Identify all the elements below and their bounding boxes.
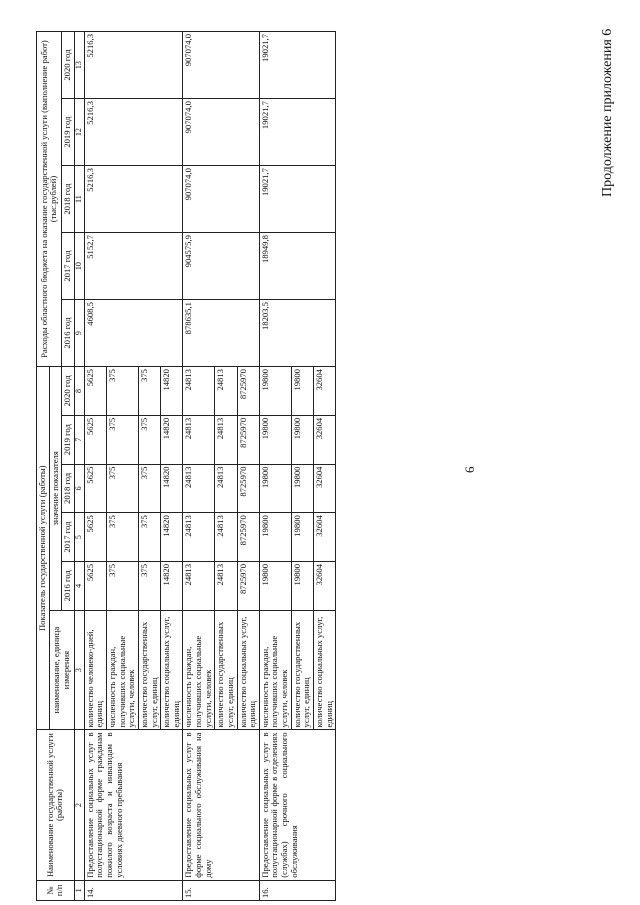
column-number: 6 (74, 464, 84, 513)
column-number: 13 (74, 32, 84, 99)
indicator-value: 375 (138, 367, 160, 416)
indicator-value: 375 (107, 367, 139, 416)
header-service: Наименование государственной услуги (работы) (37, 730, 75, 880)
header-year: 2019 год (62, 415, 75, 464)
header-indicator-name: наименование, единица измерения (49, 610, 74, 730)
indicator-value: 32604 (313, 464, 335, 513)
header-year: 2017 год (62, 233, 75, 300)
indicator-value: 24813 (183, 464, 215, 513)
indicator-value: 5625 (84, 464, 106, 513)
indicator-value: 14820 (161, 513, 183, 562)
header-year: 2017 год (62, 513, 75, 562)
indicator-value: 14820 (161, 367, 183, 416)
indicator-value: 375 (138, 561, 160, 610)
header-indicator-group: Показатель государственной услуги (работы) (37, 367, 50, 730)
indicator-value: 32604 (313, 513, 335, 562)
header-year: 2020 год (62, 367, 75, 416)
indicator-name: численность граждан, получивших социальные услуги, человек (183, 610, 215, 730)
indicator-value: 14820 (161, 415, 183, 464)
indicator-value: 14820 (161, 561, 183, 610)
indicator-value: 19800 (259, 464, 291, 513)
indicator-value: 5625 (84, 561, 106, 610)
table-row (183, 32, 215, 901)
indicator-value: 32604 (313, 367, 335, 416)
indicator-name: количество государственных услуг, единиц (291, 610, 313, 730)
header-year: 2018 год (62, 464, 75, 513)
indicator-value: 19800 (291, 415, 313, 464)
indicator-value: 24813 (183, 415, 215, 464)
indicator-value: 375 (107, 561, 139, 610)
indicator-value: 14820 (161, 464, 183, 513)
indicator-value: 8725970 (237, 513, 259, 562)
indicator-value: 24813 (215, 367, 237, 416)
indicator-value: 5625 (84, 367, 106, 416)
indicator-name: численность граждан, получивших социальные услуги, человек (107, 610, 139, 730)
table-row (259, 32, 291, 901)
indicator-value: 5625 (84, 415, 106, 464)
indicator-value: 19800 (259, 367, 291, 416)
indicator-value: 24813 (215, 513, 237, 562)
row-number: 14. (84, 880, 183, 900)
expense-value: 5216,3 (84, 99, 183, 166)
indicator-value: 19800 (291, 367, 313, 416)
header-year: 2020 год (62, 32, 75, 99)
indicator-name: количество государственных услуг, единиц (138, 610, 160, 730)
indicator-value: 8725970 (237, 464, 259, 513)
indicator-value: 8725970 (237, 415, 259, 464)
indicator-value: 5625 (84, 513, 106, 562)
expense-value: 907074,0 (183, 32, 259, 99)
indicator-value: 19800 (259, 513, 291, 562)
expense-value: 18949,8 (259, 233, 335, 300)
indicator-value: 24813 (215, 561, 237, 610)
indicator-value: 19800 (291, 561, 313, 610)
expense-value: 5216,3 (84, 32, 183, 99)
indicator-name: количество социальных услуг, единиц (237, 610, 259, 730)
header-year: 2016 год (62, 561, 75, 610)
column-number: 2 (74, 730, 84, 880)
column-number: 8 (74, 367, 84, 416)
column-number: 11 (74, 166, 84, 233)
expense-value: 19021,7 (259, 166, 335, 233)
column-number: 3 (74, 610, 84, 730)
indicator-value: 24813 (183, 367, 215, 416)
column-number: 7 (74, 415, 84, 464)
header-year: 2019 год (62, 99, 75, 166)
column-number: 9 (74, 300, 84, 367)
expenses-table (36, 31, 336, 901)
indicator-value: 375 (107, 513, 139, 562)
column-number: 12 (74, 99, 84, 166)
column-number: 5 (74, 513, 84, 562)
indicator-value: 19800 (291, 464, 313, 513)
continuation-title: Продолжение приложения 6 (600, 28, 615, 197)
row-number: 16. (259, 880, 335, 900)
header-no: № п/п (37, 880, 75, 900)
column-number: 10 (74, 233, 84, 300)
service-name: Предоставление социальных услуг в полустационарной форме в отделениях (службах) срочного социального обслуживания (259, 730, 335, 880)
indicator-name: численность граждан, получивших социальные услуги, человек (259, 610, 291, 730)
expense-value: 18203,5 (259, 300, 335, 367)
expense-value: 5216,3 (84, 166, 183, 233)
column-number: 4 (74, 561, 84, 610)
indicator-value: 375 (138, 513, 160, 562)
indicator-value: 19800 (259, 415, 291, 464)
indicator-value: 375 (138, 415, 160, 464)
indicator-value: 24813 (183, 513, 215, 562)
indicator-value: 24813 (183, 561, 215, 610)
header-expense-group: Расходы областного бюджета на оказание государственной услуги (выполнение работ) (тыс.рублей) (37, 32, 62, 367)
indicator-value: 375 (107, 464, 139, 513)
header-year: 2018 год (62, 166, 75, 233)
column-number: 1 (74, 880, 84, 900)
indicator-value: 32604 (313, 415, 335, 464)
service-name: Предоставление социальных услуг в полустационарной форме гражданам пожилого возраста и инвалидам в условиях дневного пребывания (84, 730, 183, 880)
indicator-value: 375 (107, 415, 139, 464)
indicator-value: 32604 (313, 561, 335, 610)
indicator-value: 8725970 (237, 367, 259, 416)
header-value-group: значение показателя (49, 367, 62, 611)
expense-value: 19021,7 (259, 99, 335, 166)
indicator-value: 24813 (215, 464, 237, 513)
indicator-value: 24813 (215, 415, 237, 464)
indicator-value: 8725970 (237, 561, 259, 610)
expense-value: 4608,5 (84, 300, 183, 367)
indicator-value: 19800 (291, 513, 313, 562)
table-row (84, 32, 106, 901)
page-number: 6 (462, 466, 477, 473)
expense-value: 19021,7 (259, 32, 335, 99)
expense-value: 878635,1 (183, 300, 259, 367)
row-number: 15. (183, 880, 259, 900)
indicator-name: количество социальных услуг, единиц (313, 610, 335, 730)
expense-value: 904575,9 (183, 233, 259, 300)
expense-value: 907074,0 (183, 99, 259, 166)
indicator-name: количество государственных услуг, единиц (215, 610, 237, 730)
header-year: 2016 год (62, 300, 75, 367)
expense-value: 5152,7 (84, 233, 183, 300)
indicator-value: 19800 (259, 561, 291, 610)
indicator-value: 375 (138, 464, 160, 513)
indicator-name: количество социальных услуг, единиц (161, 610, 183, 730)
indicator-name: количество человеко-дней, единиц (84, 610, 106, 730)
expense-value: 907074,0 (183, 166, 259, 233)
service-name: Предоставление социальных услуг в форме социального обслуживания на дому (183, 730, 259, 880)
